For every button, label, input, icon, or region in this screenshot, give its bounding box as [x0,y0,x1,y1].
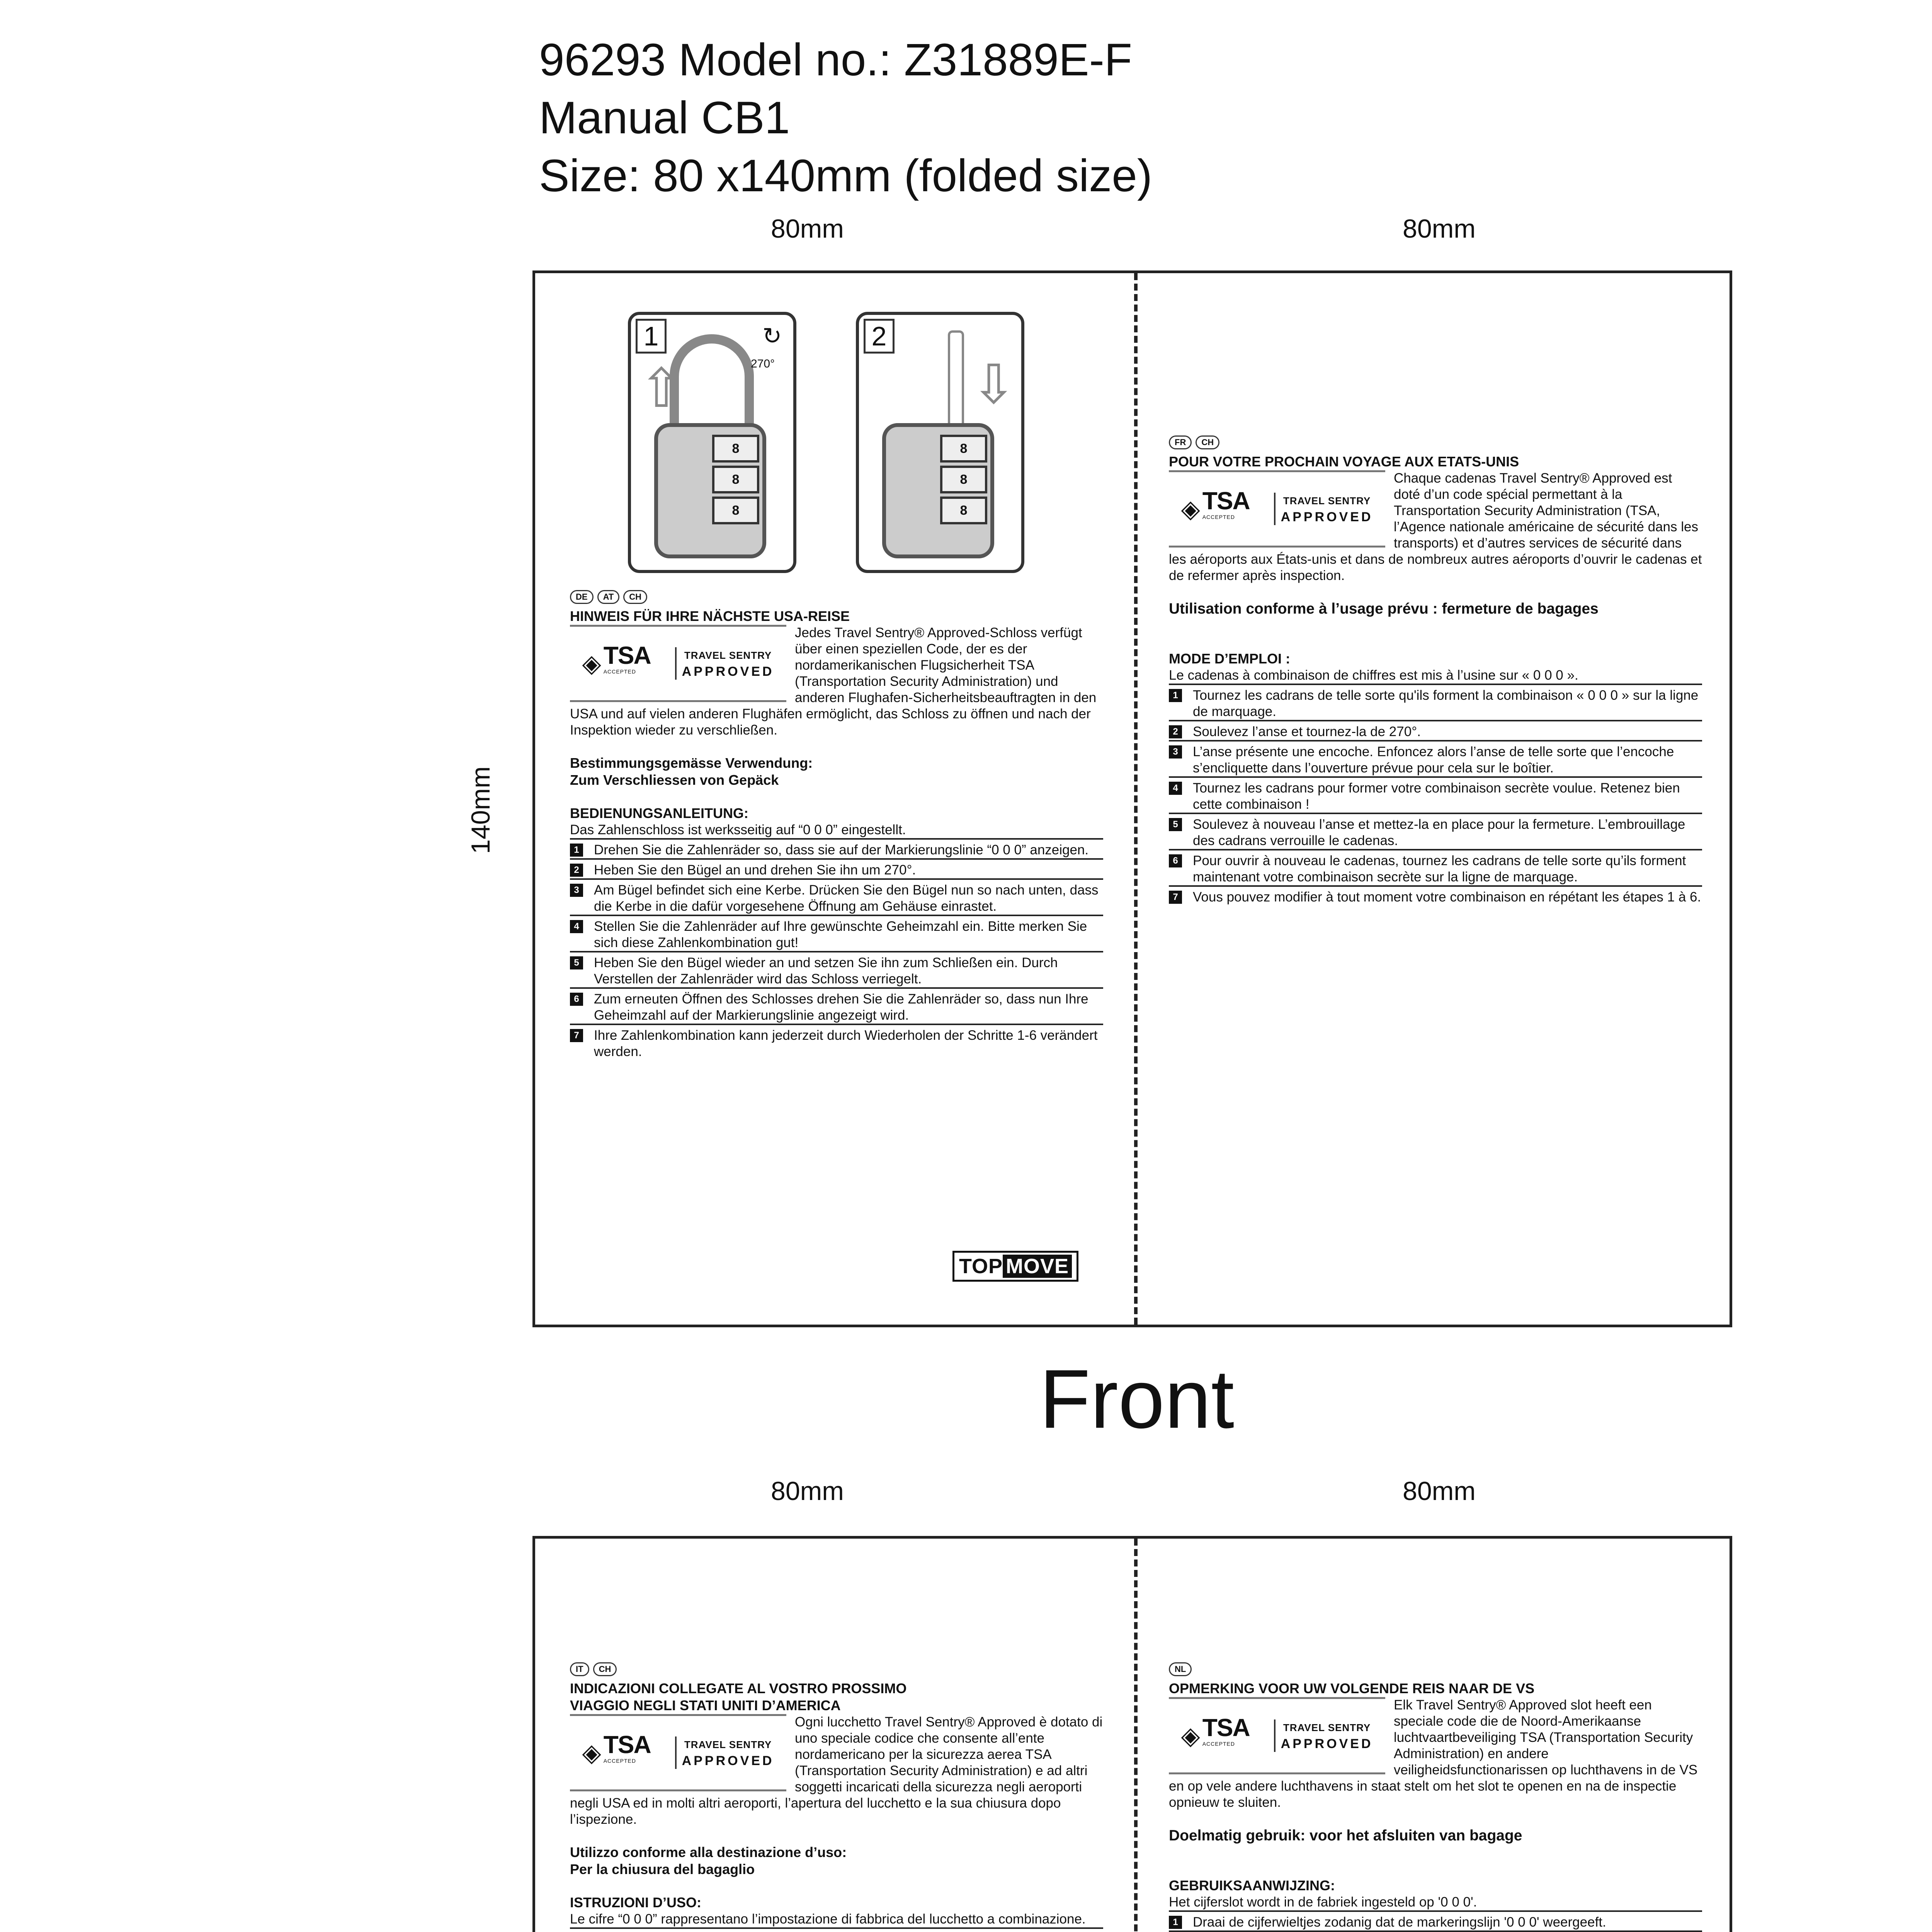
step-item [1169,889,1702,905]
step-item [1169,1914,1702,1932]
step-number: 3 [1169,745,1182,759]
badge-fr: FR [1169,435,1192,449]
rotation-label: 270° [751,357,775,370]
manual-intro: Das Zahlenschloss ist werksseitig auf “0 0 0” eingestellt. [570,822,1103,840]
intro-text: Elk Travel Sentry® Approved slot heeft een speciale code die de Noord-Amerikaanse luchtvaartbeveiliging TSA (Transportation Security Administration) en andere veiligheidsfunctionarissen op luchthavens in de VS en op vele andere luchthavens in staat stelt om het slot te openen en na de inspectie opnieuw te sluiten. [1169,1697,1698,1810]
step-item [1169,744,1702,778]
arrow-down-icon: ⇩ [971,354,1017,415]
tsa-eagle-icon: ◈ [582,1739,600,1767]
intro-text: Ogni lucchetto Travel Sentry® Approved è dotato di uno speciale codice che consente all’ente nordamericano per la sicurezza aerea TSA (Transportation Security Administration) e ad altri soggetti incaricati della sicurezza negli aeroporti negli USA ed in molti altri aeroporti, l’apertura del lucchetto e la sua chiusura dopo l’ispezione. [570,1714,1103,1827]
travel-sentry-text: TRAVEL SENTRY [684,650,772,661]
travel-sentry-text: TRAVEL SENTRY [1283,1722,1371,1733]
step-number: 1 [570,844,583,857]
step-item [570,918,1103,952]
step-number: 6 [570,993,583,1006]
tsa-accepted: ACCEPTED [603,668,636,675]
step-item [1169,724,1702,742]
tsa-text: TSA [1202,1714,1250,1742]
badge-at: AT [597,590,620,604]
lock-figure-2 [856,312,1024,573]
panel-de [570,590,1103,1062]
step-text: Drehen Sie die Zahlenräder so, dass sie auf der Markierungslinie “0 0 0” anzeigen. [594,842,1089,857]
panel-fr [1169,435,1702,908]
step-number: 1 [1169,1916,1182,1929]
step-item [570,955,1103,989]
panel-nl [1169,1662,1702,1932]
step-number: 2 [570,864,583,877]
width-label-right: 80mm [1403,1476,1476,1506]
step-item [570,1027,1103,1060]
approved-text: APPROVED [1281,1736,1373,1751]
step-text: Heben Sie den Bügel wieder an und setzen Sie ihn zum Schließen ein. Durch Verstellen der Zahlenräder wird das Schloss verriegelt. [594,955,1058,986]
step-text: Stellen Sie die Zahlenräder auf Ihre gewünschte Geheimzahl ein. Bitte merken Sie sich diese Zahlenkombination gut! [594,919,1087,950]
tsa-eagle-icon: ◈ [582,650,600,677]
tsa-logo [570,625,786,702]
travel-sentry-text: TRAVEL SENTRY [684,1739,772,1750]
brand-logo-top: TOP [959,1255,1003,1278]
step-item [1169,687,1702,721]
tsa-accepted: ACCEPTED [1202,1741,1235,1747]
step-text: Ihre Zahlenkombination kann jederzeit durch Wiederholen der Schritte 1-6 verändert werden. [594,1028,1098,1059]
step-number: 1 [1169,689,1182,702]
section-title: INDICAZIONI COLLEGATE AL VOSTRO PROSSIMO [570,1680,907,1696]
dial: 8 [712,466,759,493]
front-label: Front [1039,1352,1235,1446]
tsa-eagle-icon: ◈ [1181,1722,1199,1750]
tsa-text: TSA [1202,487,1250,515]
tsa-logo [1169,1697,1385,1774]
step-text: Am Bügel befindet sich eine Kerbe. Drücken Sie den Bügel nun so nach unten, dass die Kerbe in die dafür vorgesehene Öffnung am Gehäuse einrastet. [594,883,1099,914]
step-number: 2 [1169,725,1182,738]
intro-text: Jedes Travel Sentry® Approved-Schloss verfügt über einen speziellen Code, der es der nordamerikanischen Flugsicherheit TSA (Transportation Security Administration) und anderen Flughafen-Sicherheitsbeauftragten in den USA und auf vielen anderen Flughäfen ermöglicht, das Schloss zu öffnen und nach der Inspektion wieder zu verschließen. [570,625,1097,738]
step-text: Soulevez l’anse et tournez-la de 270°. [1193,724,1421,739]
badge-de: DE [570,590,594,604]
manual-title: MODE D’EMPLOI : [1169,651,1290,667]
badge-ch: CH [623,590,647,604]
approved-text: APPROVED [1281,510,1373,524]
language-badges [1169,435,1702,449]
use-title: Per la chiusura del bagaglio [570,1861,755,1877]
fold-line [1134,273,1138,1325]
rotate-icon: ↻ [762,323,782,349]
step-item [1169,816,1702,850]
step-text: L’anse présente une encoche. Enfoncez alors l’anse de telle sorte que l’encoche s’encliquette dans l’ouverture prévue pour cela sur le boîtier. [1193,744,1674,776]
badge-ch: CH [593,1662,617,1676]
step-number: 6 [1169,854,1182,867]
dial: 8 [712,497,759,524]
manual-title: BEDIENUNGSANLEITUNG: [570,805,749,821]
dial: 8 [940,497,987,524]
step-item [570,842,1103,860]
width-label-left: 80mm [771,214,844,243]
tsa-text: TSA [603,641,651,669]
step-number: 7 [570,1029,583,1042]
step-item [1169,780,1702,814]
tsa-eagle-icon: ◈ [1181,495,1199,523]
arrow-up-icon: ⇧ [639,358,684,418]
header-size: Size: 80 x140mm (folded size) [539,150,1153,201]
step-text: Draai de cijferwieltjes zodanig dat de markeringslijn '0 0 0' weergeeft. [1193,1915,1606,1930]
step-number: 5 [570,956,583,969]
step-item [570,882,1103,916]
approved-text: APPROVED [682,1753,774,1768]
badge-it: IT [570,1662,589,1676]
step-text: Pour ouvrir à nouveau le cadenas, tournez les cadrans de telle sorte qu’ils forment maintenant votre combinaison secrète sur la ligne de marquage. [1193,853,1686,884]
tsa-accepted: ACCEPTED [603,1758,636,1764]
manual-intro: Le cadenas à combinaison de chiffres est mis à l’usine sur « 0 0 0 ». [1169,667,1702,685]
section-title: POUR VOTRE PROCHAIN VOYAGE AUX ETATS-UNIS [1169,454,1519,469]
badge-nl: NL [1169,1662,1192,1676]
language-badges [570,590,1103,604]
step-item [1169,853,1702,887]
dial: 8 [940,435,987,463]
tsa-logo [1169,470,1385,548]
language-badges [570,1662,1103,1676]
manual-title: ISTRUZIONI D’USO: [570,1895,701,1910]
travel-sentry-text: TRAVEL SENTRY [1283,495,1371,507]
use-title: Bestimmungsgemässe Verwendung: [570,755,813,771]
step-item [570,862,1103,880]
header-manual: Manual CB1 [539,92,790,143]
section-title: VIAGGIO NEGLI STATI UNITI D’AMERICA [570,1697,841,1713]
back-sheet [532,1536,1732,1932]
step-number: 4 [1169,782,1182,795]
use-title: Utilizzo conforme alla destinazione d’uso: [570,1844,847,1860]
badge-ch: CH [1196,435,1219,449]
approved-text: APPROVED [682,664,774,679]
use-title: Utilisation conforme à l’usage prévu : fermeture de bagages [1169,600,1599,617]
step-number: 4 [570,920,583,933]
section-title: OPMERKING VOOR UW VOLGENDE REIS NAAR DE VS [1169,1680,1535,1696]
step-item [570,991,1103,1025]
step-text: Zum erneuten Öffnen des Schlosses drehen Sie die Zahlenräder so, dass nun Ihre Geheimzahl auf der Markierungslinie angezeigt wird. [594,992,1088,1023]
header-model: 96293 Model no.: Z31889E-F [539,34,1132,85]
language-badges [1169,1662,1702,1676]
use-title: Doelmatig gebruik: voor het afsluiten van bagage [1169,1827,1522,1844]
manual-intro: Le cifre “0 0 0” rappresentano l’impostazione di fabbrica del lucchetto a combinazione. [570,1911,1103,1929]
step-text: Tournez les cadrans de telle sorte qu'ils forment la combinaison « 0 0 0 » sur la ligne de marquage. [1193,688,1699,719]
lock-body [882,423,994,558]
use-title: Zum Verschliessen von Gepäck [570,772,779,788]
step-text: Heben Sie den Bügel an und drehen Sie ihn um 270°. [594,862,916,878]
step-number: 5 [1169,818,1182,831]
intro-text: Chaque cadenas Travel Sentry® Approved est doté d’un code spécial permettant à la Transportation Security Administration (TSA, l’Agence nationale américaine de sécurité dans les transports) et d’autres services de sécurité dans les aéroports aux États-unis et dans de nombreux autres aéroports d’ouvrir le cadenas et de refermer après inspection. [1169,471,1702,583]
dial: 8 [940,466,987,493]
dial: 8 [712,435,759,463]
front-sheet [532,270,1732,1327]
step-number: 7 [1169,891,1182,904]
section-title: HINWEIS FÜR IHRE NÄCHSTE USA-REISE [570,608,850,624]
step-text: Tournez les cadrans pour former votre combinaison secrète voulue. Retenez bien cette combinaison ! [1193,781,1680,812]
brand-logo-move: MOVE [1003,1255,1072,1278]
figure-number: 2 [864,319,895,354]
step-text: Vous pouvez modifier à tout moment votre combinaison en répétant les étapes 1 à 6. [1193,889,1701,905]
lock-body [654,423,766,558]
lock-figure-1 [628,312,796,573]
panel-it [570,1662,1103,1932]
figure-number: 1 [636,319,667,354]
tsa-text: TSA [603,1731,651,1759]
brand-logo [952,1251,1078,1282]
width-label-right: 80mm [1403,214,1476,243]
height-label: 140mm [466,766,495,854]
tsa-accepted: ACCEPTED [1202,514,1235,520]
step-text: Soulevez à nouveau l’anse et mettez-la en place pour la fermeture. L’embrouillage des cadrans verrouille le cadenas. [1193,817,1685,848]
manual-title: GEBRUIKSAANWIJZING: [1169,1878,1335,1893]
tsa-logo [570,1714,786,1791]
manual-intro: Het cijferslot wordt in de fabriek ingesteld op '0 0 0'. [1169,1894,1702,1912]
shackle-pressed [948,330,964,433]
step-number: 3 [570,884,583,897]
fold-line [1134,1539,1138,1932]
width-label-left: 80mm [771,1476,844,1506]
